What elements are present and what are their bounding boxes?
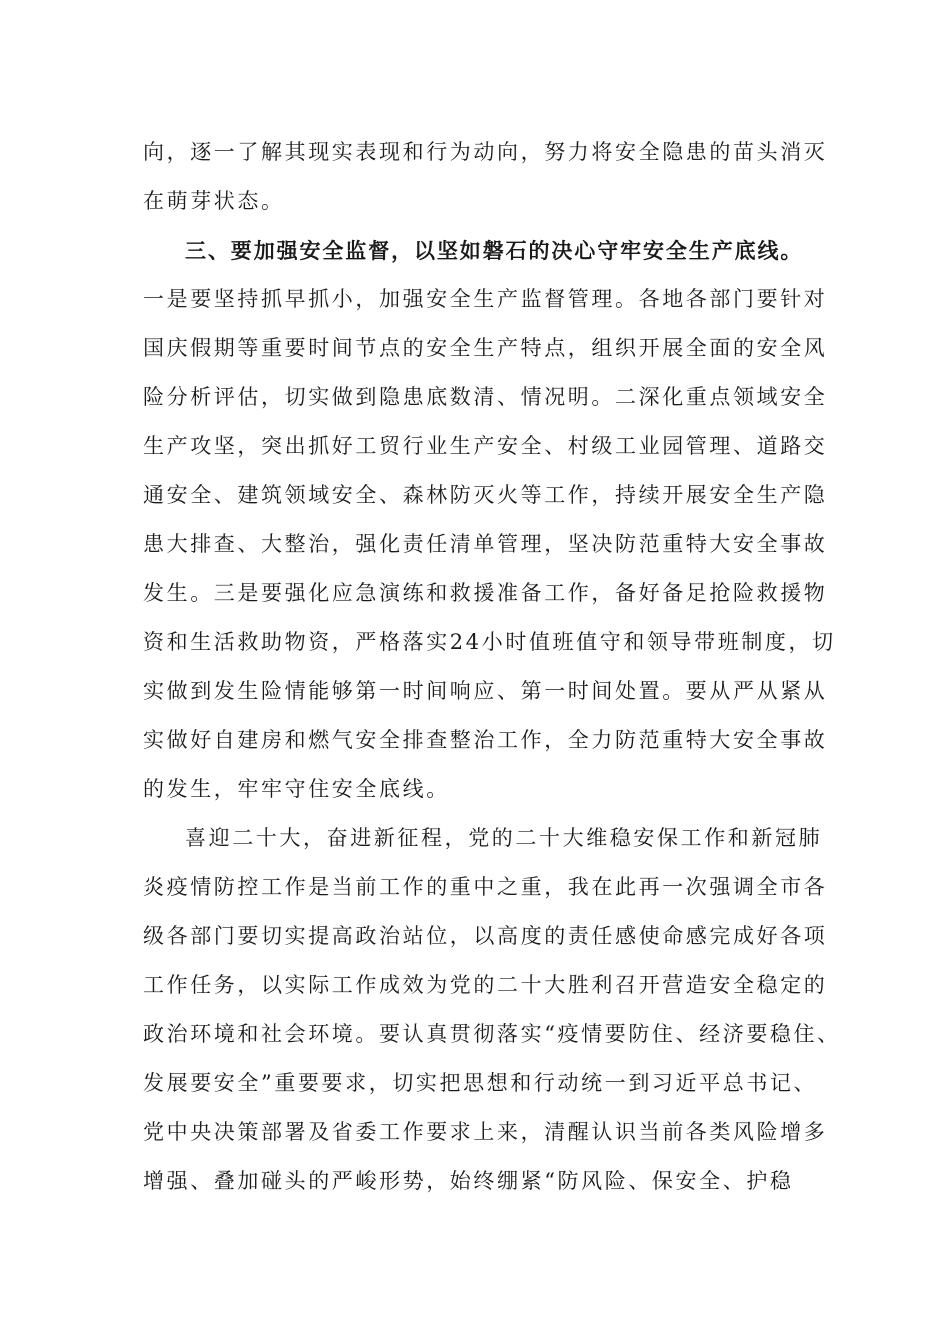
body-line: 级各部门要切实提高政治站位，以高度的责任感使命感完成好各项 bbox=[143, 924, 828, 948]
body-line: 实做到发生险情能够第一时间响应、第一时间处置。要从严从紧从 bbox=[143, 679, 828, 703]
body-line: 险分析评估，切实做到隐患底数清、情况明。二深化重点领域安全 bbox=[143, 385, 828, 409]
body-line: 生产攻坚，突出抓好工贸行业生产安全、村级工业园管理、道路交 bbox=[143, 434, 828, 458]
body-line: 向，逐一了解其现实表现和行为动向，努力将安全隐患的苗头消灭 bbox=[143, 140, 828, 164]
body-line: 通安全、建筑领域安全、森林防灭火等工作，持续开展安全生产隐 bbox=[143, 483, 828, 507]
body-line: 工作任务，以实际工作成效为党的二十大胜利召开营造安全稳定的 bbox=[143, 973, 828, 997]
paragraph-first-line: 喜迎二十大，奋进新征程，党的二十大维稳安保工作和新冠肺 bbox=[185, 826, 823, 850]
body-line: 在萌芽状态。 bbox=[143, 189, 285, 213]
section-heading: 三、要加强安全监督，以坚如磐石的决心守牢安全生产底线。 bbox=[185, 238, 804, 263]
body-line: 患大排查、大整治，强化责任清单管理，坚决防范重特大安全事故 bbox=[143, 532, 828, 556]
body-line: 发展要安全”重要要求，切实把思想和行动统一到习近平总书记、 bbox=[143, 1071, 818, 1095]
body-line: 的发生，牢牢守住安全底线。 bbox=[143, 777, 450, 801]
body-line: 增强、叠加碰头的严峻形势，始终绷紧“防风险、保安全、护稳 bbox=[143, 1169, 794, 1193]
body-line: 党中央决策部署及省委工作要求上来，清醒认识当前各类风险增多 bbox=[143, 1120, 828, 1144]
body-line: 实做好自建房和燃气安全排查整治工作，全力防范重特大安全事故 bbox=[143, 728, 828, 752]
document-body bbox=[143, 128, 841, 1206]
body-line: 政治环境和社会环境。要认真贯彻落实“疫情要防住、经济要稳住、 bbox=[143, 1022, 841, 1046]
body-line: 发生。三是要强化应急演练和救援准备工作，备好备足抢险救援物 bbox=[143, 581, 828, 605]
body-line: 一是要坚持抓早抓小，加强安全生产监督管理。各地各部门要针对 bbox=[143, 287, 828, 311]
body-line: 炎疫情防控工作是当前工作的重中之重，我在此再一次强调全市各 bbox=[143, 875, 828, 899]
body-line: 资和生活救助物资，严格落实24小时值班值守和领导带班制度，切 bbox=[143, 630, 836, 654]
body-line: 国庆假期等重要时间节点的安全生产特点，组织开展全面的安全风 bbox=[143, 336, 828, 360]
